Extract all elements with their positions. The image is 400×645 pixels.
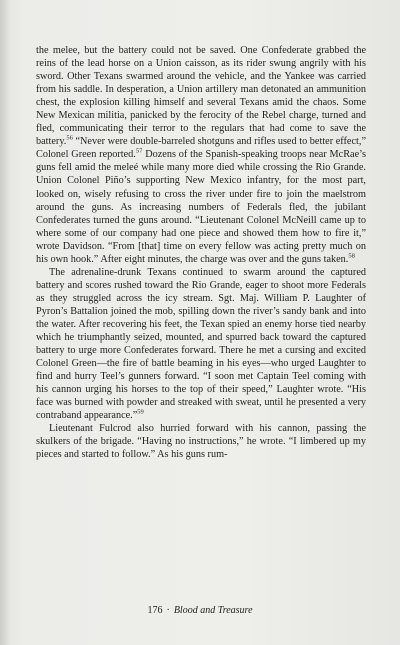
- page-footer: [0, 605, 400, 616]
- footnote-ref: 58: [348, 252, 355, 260]
- paragraph: [36, 266, 366, 423]
- text-run: the melee, but the battery could not be saved. One Confederate grabbed the reins of the lead horse on a Union caisson, as its rider swung angrily with his sword. Other Texans swarmed around the vehicle, and the Yankee was carried from his saddle. In desperation, a Union artillery man detonated an ammunition chest, the explosion killing himself and several Texans amid the chaos. Some New Mexican militia, panicked by the ferocity of the Rebel charge, turned and fled, communicating their terror to the regulars that had come to save the battery.: [36, 45, 366, 148]
- footnote-ref: 59: [137, 408, 144, 416]
- page-gutter-shadow: [0, 0, 10, 645]
- running-title: Blood and Treasure: [173, 605, 253, 616]
- paragraph: [36, 422, 366, 461]
- page-number: 176: [147, 605, 163, 616]
- text-run: “Never were double-barreled shotguns and rifles used to better effect,” Colonel Green reported.: [36, 136, 366, 161]
- text-run: The adrenaline-drunk Texans continued to swarm around the captured battery and scores rushed toward the Rio Grande, eager to shoot more Federals as they struggled across the icy stream. Sgt. Maj. William P. Laughter of Pyron’s Battalion joined the mob, spilling down the river’s sandy bank and into the water. After recovering his feet, the Texan spied an enemy horse tied nearby which he triumphantly seized, mounted, and spurred back toward the captured battery to urge more Confederates forward. There he met a cursing and excited Colonel Green—the fire of battle beaming in his eyes—who urged Laughter to find and hurry Teel’s gunners forward. “I soon met Captain Teel coming with his cannon urging his horses to the top of their speed,” Laughter wrote. “His face was burned with powder and streaked with sweat, until he presented a very contraband appearance.”: [36, 266, 366, 422]
- text-run: Dozens of the Spanish-speaking troops near McRae’s guns fell amid the meleé while many more died while crossing the Rio Grande. Union Colonel Piño’s supporting New Mexico infantry, for the most part, looked on, wisely refusing to cross the river under fire to join the maelstrom around the guns. As increasing numbers of Federals fled, the jubilant Confederates turned the guns around. “Lieutenant Colonel McNeill came up to where some of our company had one piece and showed them how to fire it,” wrote Davidson. “From [that] time on every fellow was acting pretty much on his own hook.” After eight minutes, the charge was over and the guns taken.: [36, 149, 366, 265]
- footer-separator: ·: [166, 605, 170, 616]
- text-run: Lieutenant Fulcrod also hurried forward with his cannon, passing the skulkers of the brigade. “Having no instructions,” he wrote. “I limbered up my pieces and started to follow.” As his guns rum-: [36, 423, 366, 461]
- footnote-ref: 56: [66, 134, 73, 142]
- paragraph: [36, 44, 366, 266]
- footnote-ref: 57: [135, 147, 143, 155]
- body-text: [36, 44, 366, 462]
